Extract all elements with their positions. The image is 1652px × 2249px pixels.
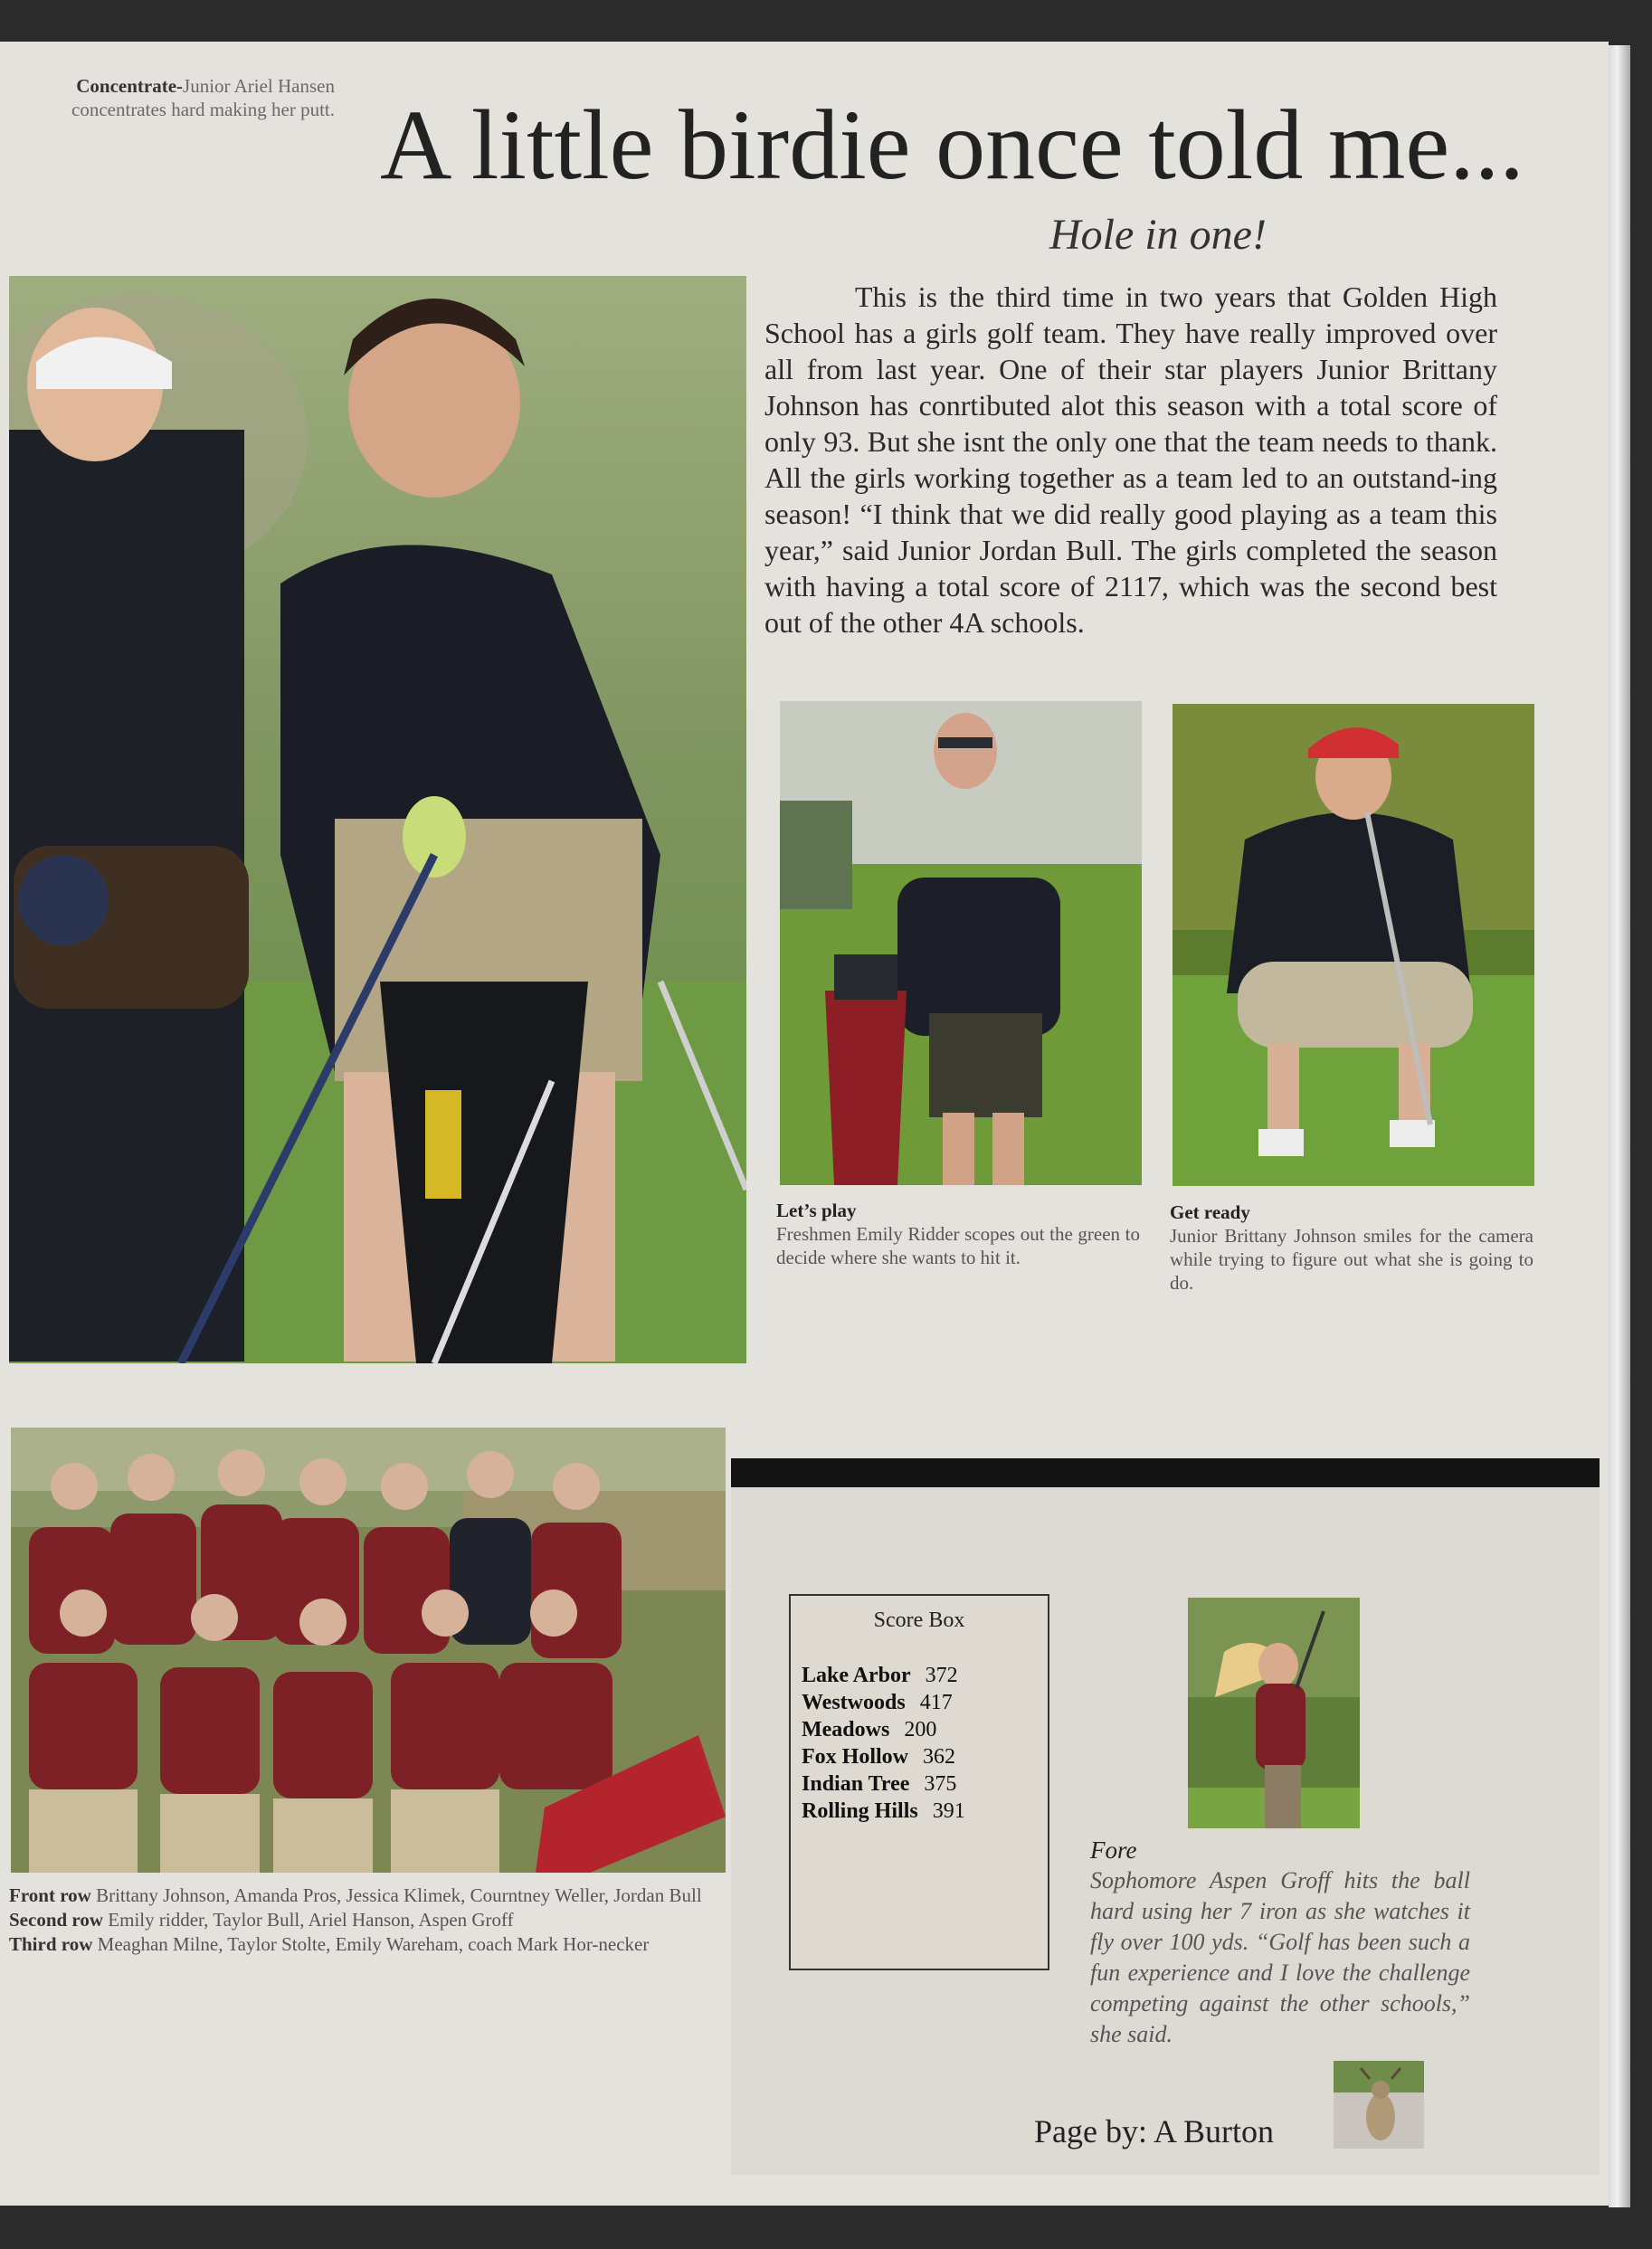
team-third-row bbox=[9, 1932, 728, 1957]
fore-photo bbox=[1188, 1598, 1360, 1828]
score-value: 391 bbox=[932, 1799, 965, 1823]
fore-caption-body: Sophomore Aspen Groff hits the ball hard using her 7 iron as she watches it fly over 100 yds. “Golf has been such a fun experience and I love the challenge competing against the other schools,” she said. bbox=[1090, 1867, 1470, 2047]
score-team: Westwoods bbox=[802, 1691, 906, 1714]
story-text: This is the third time in two years that Golden High School has a girls golf team. They have really improved over all from last year. One of their star players Junior Brittany Johnson has conrtibuted alot this season with a total score of only 93. But she isnt the only one that the team needs to thank. All the girls working together as a team led to an outstand-ing season! “I think that we did really good playing as a team this year,” said Junior Jordan Bull. The girls completed the season with having a total score of 2117, which was the second best out of the other 4A schools. bbox=[764, 280, 1497, 639]
score-row bbox=[791, 1662, 1048, 1689]
front-row-label: Front row bbox=[9, 1884, 91, 1906]
lets-play-caption-head: Let’s play bbox=[776, 1200, 857, 1221]
score-box-title: Score Box bbox=[873, 1608, 965, 1632]
fore-caption-head: Fore bbox=[1090, 1836, 1137, 1864]
score-team: Rolling Hills bbox=[802, 1799, 918, 1823]
lets-play-photo bbox=[780, 701, 1142, 1185]
fore-caption bbox=[1090, 1835, 1470, 2050]
score-box bbox=[789, 1594, 1049, 1970]
score-value: 372 bbox=[925, 1664, 958, 1687]
team-front-row bbox=[9, 1884, 728, 1908]
third-row-label: Third row bbox=[9, 1933, 93, 1955]
second-row-label: Second row bbox=[9, 1909, 104, 1931]
get-ready-photo bbox=[1173, 704, 1534, 1186]
score-row bbox=[791, 1743, 1048, 1770]
page-subtitle: Hole in one! bbox=[1049, 211, 1267, 259]
second-row-names: Emily ridder, Taylor Bull, Ariel Hanson, Aspen Groff bbox=[108, 1909, 514, 1931]
page-title: A little birdie once told me... bbox=[380, 90, 1524, 200]
lets-play-caption bbox=[776, 1199, 1140, 1269]
score-row bbox=[791, 1770, 1048, 1798]
score-team: Fox Hollow bbox=[802, 1745, 908, 1769]
caption-lead: Concentrate- bbox=[76, 75, 184, 97]
caption-body: Junior Ariel Hansen concentrates hard making her putt. bbox=[71, 75, 335, 120]
third-row-names: Meaghan Milne, Taylor Stolte, Emily Wareham, coach Mark Hor-necker bbox=[97, 1933, 650, 1955]
score-value: 362 bbox=[923, 1745, 955, 1769]
get-ready-caption bbox=[1170, 1200, 1533, 1295]
score-team: Meadows bbox=[802, 1718, 890, 1741]
page-edge bbox=[1609, 45, 1630, 2207]
mascot-thumbnail bbox=[1334, 2061, 1424, 2149]
team-photo bbox=[11, 1428, 726, 1873]
get-ready-caption-head: Get ready bbox=[1170, 1201, 1250, 1223]
team-caption bbox=[9, 1884, 728, 1957]
score-row bbox=[791, 1689, 1048, 1716]
divider-bar bbox=[731, 1458, 1600, 1487]
get-ready-caption-body: Junior Brittany Johnson smiles for the camera while trying to figure out what she is going to do. bbox=[1170, 1225, 1533, 1294]
page-byline: Page by: A Burton bbox=[1034, 2113, 1275, 2149]
score-value: 375 bbox=[924, 1772, 957, 1796]
score-team: Indian Tree bbox=[802, 1772, 910, 1796]
score-value: 200 bbox=[904, 1718, 937, 1741]
lets-play-caption-body: Freshmen Emily Ridder scopes out the green to decide where she wants to hit it. bbox=[776, 1223, 1140, 1268]
score-team: Lake Arbor bbox=[802, 1664, 911, 1687]
concentrate-caption bbox=[18, 74, 335, 121]
main-golfer-photo bbox=[9, 276, 746, 1363]
score-value: 417 bbox=[919, 1691, 953, 1714]
score-row bbox=[791, 1716, 1048, 1743]
score-row bbox=[791, 1798, 1048, 1825]
front-row-names: Brittany Johnson, Amanda Pros, Jessica Klimek, Courntney Weller, Jordan Bull bbox=[96, 1884, 702, 1906]
team-second-row bbox=[9, 1908, 728, 1932]
